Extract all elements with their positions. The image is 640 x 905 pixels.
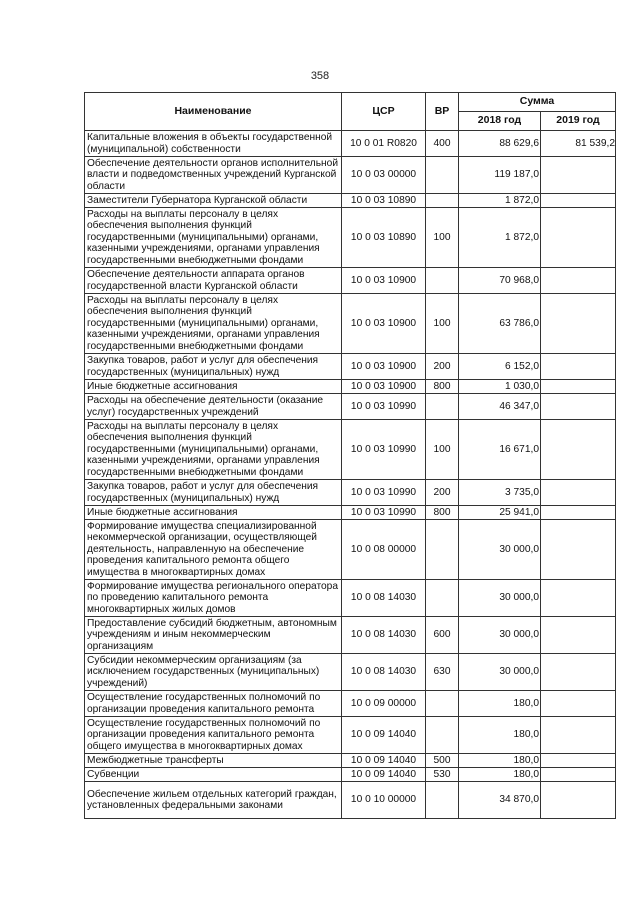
table-row bbox=[85, 394, 616, 420]
row-csr: 10 0 03 10900 bbox=[342, 268, 426, 294]
row-vr: 800 bbox=[426, 380, 459, 394]
row-name: Субвенции bbox=[85, 768, 342, 782]
row-amount-2019 bbox=[541, 506, 616, 520]
row-name: Осуществление государственных полномочий по организации проведения капитального ремонта общего имущества в многоквартирных домах bbox=[85, 717, 342, 754]
header-name: Наименование bbox=[85, 93, 342, 131]
row-amount-2018: 1 872,0 bbox=[459, 194, 541, 208]
table-row bbox=[85, 754, 616, 768]
row-csr: 10 0 09 14040 bbox=[342, 768, 426, 782]
table-row bbox=[85, 520, 616, 580]
row-vr: 600 bbox=[426, 617, 459, 654]
row-csr: 10 0 03 10990 bbox=[342, 506, 426, 520]
row-vr bbox=[426, 194, 459, 208]
row-csr: 10 0 08 14030 bbox=[342, 654, 426, 691]
row-csr: 10 0 03 10890 bbox=[342, 194, 426, 208]
row-vr: 500 bbox=[426, 754, 459, 768]
page-number: 358 bbox=[310, 70, 330, 82]
row-amount-2019 bbox=[541, 380, 616, 394]
row-csr: 10 0 03 10900 bbox=[342, 294, 426, 354]
row-name: Расходы на выплаты персоналу в целях обеспечения выполнения функций государственными (муниципальными) органами, казенными учреждениями, органами управления государственными внебюджетными фондами bbox=[85, 420, 342, 480]
row-vr bbox=[426, 580, 459, 617]
row-name: Иные бюджетные ассигнования bbox=[85, 380, 342, 394]
row-amount-2018: 30 000,0 bbox=[459, 520, 541, 580]
row-name: Предоставление субсидий бюджетным, автономным учреждениям и иным некоммерческим организациям bbox=[85, 617, 342, 654]
row-vr: 530 bbox=[426, 768, 459, 782]
table-row bbox=[85, 157, 616, 194]
row-amount-2018: 34 870,0 bbox=[459, 782, 541, 819]
row-amount-2018: 6 152,0 bbox=[459, 354, 541, 380]
row-csr: 10 0 03 10900 bbox=[342, 380, 426, 394]
row-amount-2018: 119 187,0 bbox=[459, 157, 541, 194]
row-amount-2019 bbox=[541, 768, 616, 782]
row-csr: 10 0 08 14030 bbox=[342, 580, 426, 617]
row-amount-2018: 1 872,0 bbox=[459, 208, 541, 268]
row-name: Заместители Губернатора Курганской области bbox=[85, 194, 342, 208]
table-row bbox=[85, 768, 616, 782]
row-amount-2018: 30 000,0 bbox=[459, 654, 541, 691]
row-csr: 10 0 03 10990 bbox=[342, 480, 426, 506]
row-csr: 10 0 09 00000 bbox=[342, 691, 426, 717]
row-vr bbox=[426, 394, 459, 420]
row-amount-2019 bbox=[541, 420, 616, 480]
row-csr: 10 0 10 00000 bbox=[342, 782, 426, 819]
row-amount-2018: 180,0 bbox=[459, 768, 541, 782]
table-row bbox=[85, 354, 616, 380]
budget-table bbox=[84, 92, 616, 819]
header-vr: ВР bbox=[426, 93, 459, 131]
row-amount-2019 bbox=[541, 294, 616, 354]
row-vr bbox=[426, 782, 459, 819]
row-name: Межбюджетные трансферты bbox=[85, 754, 342, 768]
row-amount-2018: 16 671,0 bbox=[459, 420, 541, 480]
table-row bbox=[85, 782, 616, 819]
row-vr bbox=[426, 520, 459, 580]
row-amount-2019 bbox=[541, 717, 616, 754]
row-csr: 10 0 01 R0820 bbox=[342, 131, 426, 157]
header-year-2018: 2018 год bbox=[459, 112, 541, 131]
row-name: Субсидии некоммерческим организациям (за исключением государственных (муниципальных) учреждений) bbox=[85, 654, 342, 691]
row-name: Формирование имущества специализированной некоммерческой организации, осуществляющей деятельность, направленную на обеспечение проведения капитального ремонта общего имущества в многоквартирных домах bbox=[85, 520, 342, 580]
row-amount-2019 bbox=[541, 691, 616, 717]
row-vr: 100 bbox=[426, 294, 459, 354]
row-csr: 10 0 03 10990 bbox=[342, 394, 426, 420]
row-csr: 10 0 09 14040 bbox=[342, 717, 426, 754]
row-name: Капитальные вложения в объекты государственной (муниципальной) собственности bbox=[85, 131, 342, 157]
row-name: Закупка товаров, работ и услуг для обеспечения государственных (муниципальных) нужд bbox=[85, 354, 342, 380]
row-vr: 100 bbox=[426, 420, 459, 480]
row-vr: 400 bbox=[426, 131, 459, 157]
row-name: Обеспечение деятельности аппарата органов государственной власти Курганской области bbox=[85, 268, 342, 294]
row-amount-2019: 81 539,2 bbox=[541, 131, 616, 157]
row-csr: 10 0 03 10990 bbox=[342, 420, 426, 480]
header-csr: ЦСР bbox=[342, 93, 426, 131]
row-amount-2019 bbox=[541, 268, 616, 294]
row-amount-2019 bbox=[541, 782, 616, 819]
table-row bbox=[85, 194, 616, 208]
row-name: Формирование имущества регионального оператора по проведению капитального ремонта многоквартирных жилых домов bbox=[85, 580, 342, 617]
table-row bbox=[85, 380, 616, 394]
header-year-2019: 2019 год bbox=[541, 112, 616, 131]
row-csr: 10 0 08 00000 bbox=[342, 520, 426, 580]
table-body bbox=[85, 131, 616, 819]
row-amount-2019 bbox=[541, 394, 616, 420]
row-amount-2018: 63 786,0 bbox=[459, 294, 541, 354]
row-vr bbox=[426, 691, 459, 717]
row-csr: 10 0 09 14040 bbox=[342, 754, 426, 768]
row-amount-2018: 180,0 bbox=[459, 691, 541, 717]
row-amount-2018: 30 000,0 bbox=[459, 580, 541, 617]
table-row bbox=[85, 208, 616, 268]
table-row bbox=[85, 717, 616, 754]
row-amount-2019 bbox=[541, 654, 616, 691]
table-row bbox=[85, 294, 616, 354]
header-sum: Сумма bbox=[459, 93, 616, 112]
table-row bbox=[85, 506, 616, 520]
row-amount-2019 bbox=[541, 480, 616, 506]
table-row bbox=[85, 420, 616, 480]
row-csr: 10 0 03 00000 bbox=[342, 157, 426, 194]
row-vr: 200 bbox=[426, 354, 459, 380]
row-name: Осуществление государственных полномочий по организации проведения капитального ремонта bbox=[85, 691, 342, 717]
table-row bbox=[85, 617, 616, 654]
table-row bbox=[85, 654, 616, 691]
row-csr: 10 0 08 14030 bbox=[342, 617, 426, 654]
row-name: Обеспечение деятельности органов исполнительной власти и подведомственных учреждений Курганской области bbox=[85, 157, 342, 194]
table-row bbox=[85, 580, 616, 617]
table-row bbox=[85, 131, 616, 157]
row-amount-2018: 3 735,0 bbox=[459, 480, 541, 506]
row-amount-2019 bbox=[541, 354, 616, 380]
row-amount-2018: 25 941,0 bbox=[459, 506, 541, 520]
table-row bbox=[85, 480, 616, 506]
row-amount-2018: 30 000,0 bbox=[459, 617, 541, 654]
row-amount-2019 bbox=[541, 520, 616, 580]
row-vr: 630 bbox=[426, 654, 459, 691]
row-amount-2019 bbox=[541, 157, 616, 194]
row-vr: 100 bbox=[426, 208, 459, 268]
row-amount-2019 bbox=[541, 617, 616, 654]
row-name: Иные бюджетные ассигнования bbox=[85, 506, 342, 520]
row-amount-2019 bbox=[541, 194, 616, 208]
row-amount-2018: 88 629,6 bbox=[459, 131, 541, 157]
row-amount-2019 bbox=[541, 754, 616, 768]
row-amount-2018: 1 030,0 bbox=[459, 380, 541, 394]
row-vr bbox=[426, 157, 459, 194]
row-name: Расходы на обеспечение деятельности (оказание услуг) государственных учреждений bbox=[85, 394, 342, 420]
row-amount-2018: 70 968,0 bbox=[459, 268, 541, 294]
row-vr bbox=[426, 268, 459, 294]
row-amount-2019 bbox=[541, 580, 616, 617]
row-vr: 200 bbox=[426, 480, 459, 506]
row-name: Обеспечение жильем отдельных категорий граждан, установленных федеральными законами bbox=[85, 782, 342, 819]
row-amount-2018: 46 347,0 bbox=[459, 394, 541, 420]
row-vr: 800 bbox=[426, 506, 459, 520]
table-row bbox=[85, 268, 616, 294]
row-csr: 10 0 03 10890 bbox=[342, 208, 426, 268]
row-amount-2018: 180,0 bbox=[459, 754, 541, 768]
row-name: Расходы на выплаты персоналу в целях обеспечения выполнения функций государственными (муниципальными) органами, казенными учреждениями, органами управления государственными внебюджетными фондами bbox=[85, 294, 342, 354]
row-name: Закупка товаров, работ и услуг для обеспечения государственных (муниципальных) нужд bbox=[85, 480, 342, 506]
row-name: Расходы на выплаты персоналу в целях обеспечения выполнения функций государственными (муниципальными) органами, казенными учреждениями, органами управления государственными внебюджетными фондами bbox=[85, 208, 342, 268]
row-vr bbox=[426, 717, 459, 754]
row-amount-2019 bbox=[541, 208, 616, 268]
row-amount-2018: 180,0 bbox=[459, 717, 541, 754]
table-row bbox=[85, 691, 616, 717]
row-csr: 10 0 03 10900 bbox=[342, 354, 426, 380]
